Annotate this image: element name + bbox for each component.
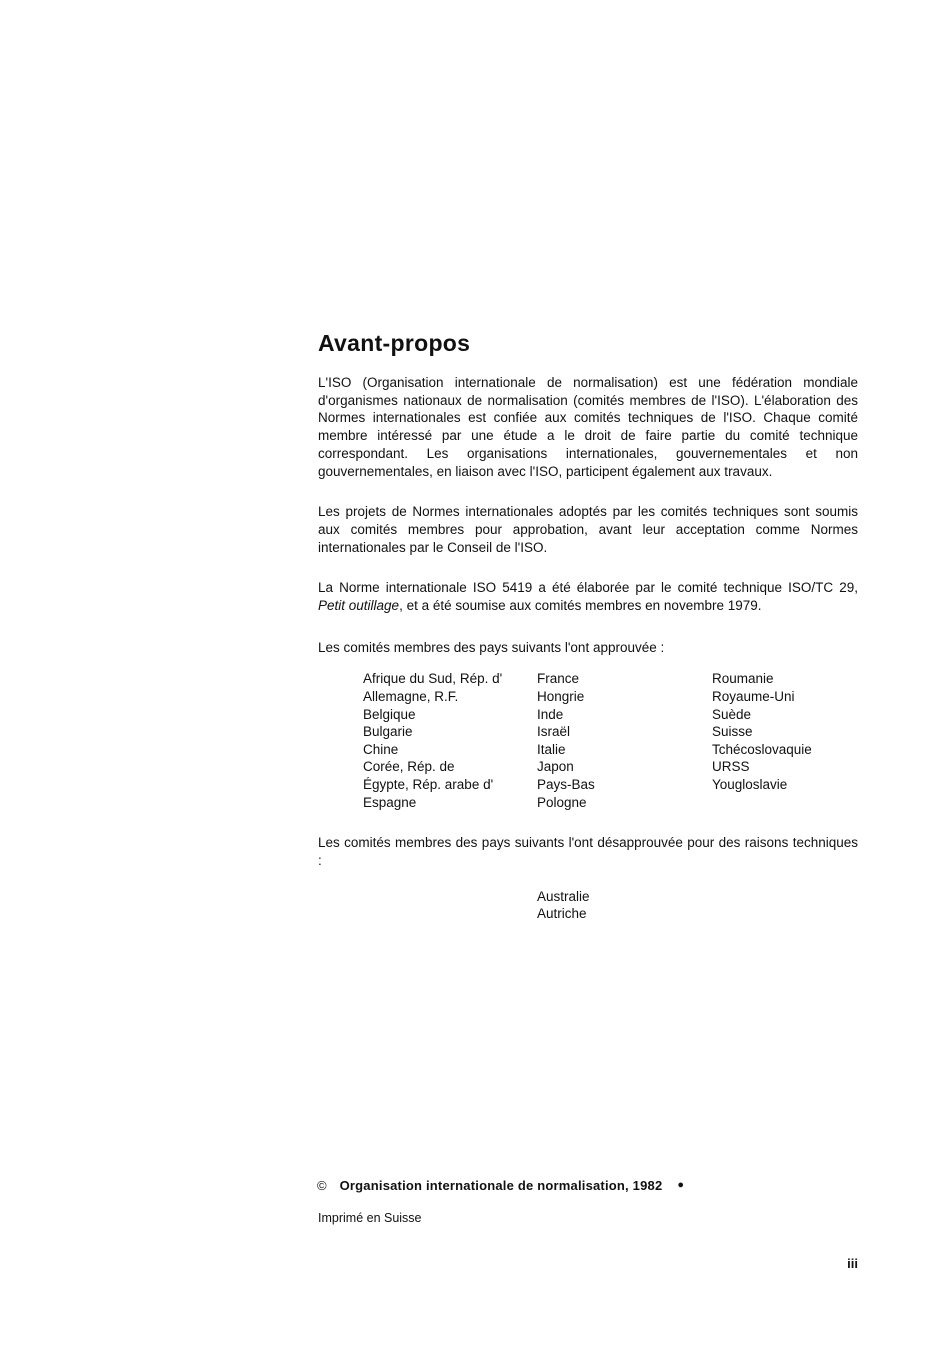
country-item: Afrique du Sud, Rép. d'	[363, 671, 503, 687]
country-item: Hongrie	[537, 689, 585, 705]
country-item: Australie	[537, 888, 590, 904]
country-item: Égypte, Rép. arabe d'	[363, 777, 494, 792]
disapproved-intro: Les comités membres des pays suivants l'ont désapprouvée pour des raisons techniques :	[318, 835, 858, 868]
country-item: Tchécoslovaquie	[712, 741, 812, 757]
country-item: Suède	[712, 706, 752, 722]
country-item: Autriche	[537, 906, 587, 922]
paragraph-drafts: Les projets de Normes internationales adoptés par les comités techniques sont soumis aux comités membres pour approbation, avant leur acceptation comme Normes internationales par le Conseil de l'ISO.	[318, 504, 858, 555]
page-content	[318, 330, 858, 923]
country-item: Italie	[537, 741, 566, 757]
country-column-3	[712, 670, 858, 811]
country-item: Pologne	[537, 794, 587, 810]
country-item: Espagne	[363, 794, 417, 810]
approved-country-columns	[363, 670, 858, 811]
copyright-symbol: ©	[317, 1178, 327, 1193]
country-item: Pays-Bas	[537, 777, 595, 792]
bullet-icon: ●	[677, 1179, 685, 1191]
paragraph-iso-intro: L'ISO (Organisation internationale de normalisation) est une fédération mondiale d'organismes nationaux de normalisation (comités membres de l'ISO). L'élaboration des Normes internationales est confiée aux comités techniques de l'ISO. Chaque comité membre intéressé par une étude a le droit de faire partie du comité technique correspondant. Les organisations internationales, gouvernementales et non gouvernementales, en liaison avec l'ISO, participent également aux travaux.	[318, 375, 858, 479]
country-item: Israël	[537, 724, 571, 740]
page-number: iii	[847, 1256, 858, 1271]
country-item: Royaume-Uni	[712, 689, 795, 705]
country-column-1	[363, 670, 537, 811]
country-item: Bulgarie	[363, 724, 413, 740]
country-column-2	[537, 670, 712, 811]
country-item: Allemagne, R.F.	[363, 689, 459, 705]
approved-intro: Les comités membres des pays suivants l'ont approuvée :	[318, 639, 665, 655]
paragraph-norm	[318, 579, 858, 614]
country-item: Corée, Rép. de	[363, 759, 455, 775]
country-item: France	[537, 671, 580, 687]
paragraph-norm-italic-title: Petit outillage	[318, 598, 400, 614]
country-item: Suisse	[712, 724, 753, 740]
page-title: Avant-propos	[318, 330, 471, 356]
country-item: Belgique	[363, 706, 416, 722]
paragraph-norm-before: La Norme internationale ISO 5419 a été élaborée par le comité technique ISO/TC 29,	[318, 580, 858, 596]
country-item: Yougloslavie	[712, 777, 788, 792]
paragraph-norm-after: , et a été soumise aux comités membres en novembre 1979.	[399, 598, 762, 614]
country-item: Japon	[537, 759, 574, 775]
country-item: Inde	[537, 706, 564, 722]
copyright-text: Organisation internationale de normalisation, 1982	[339, 1178, 663, 1193]
disapproved-country-list	[537, 888, 858, 923]
printed-in-text: Imprimé en Suisse	[318, 1211, 422, 1225]
country-item: URSS	[712, 759, 750, 775]
country-item: Chine	[363, 741, 399, 757]
copyright-line	[317, 1178, 684, 1193]
country-item: Roumanie	[712, 671, 774, 687]
